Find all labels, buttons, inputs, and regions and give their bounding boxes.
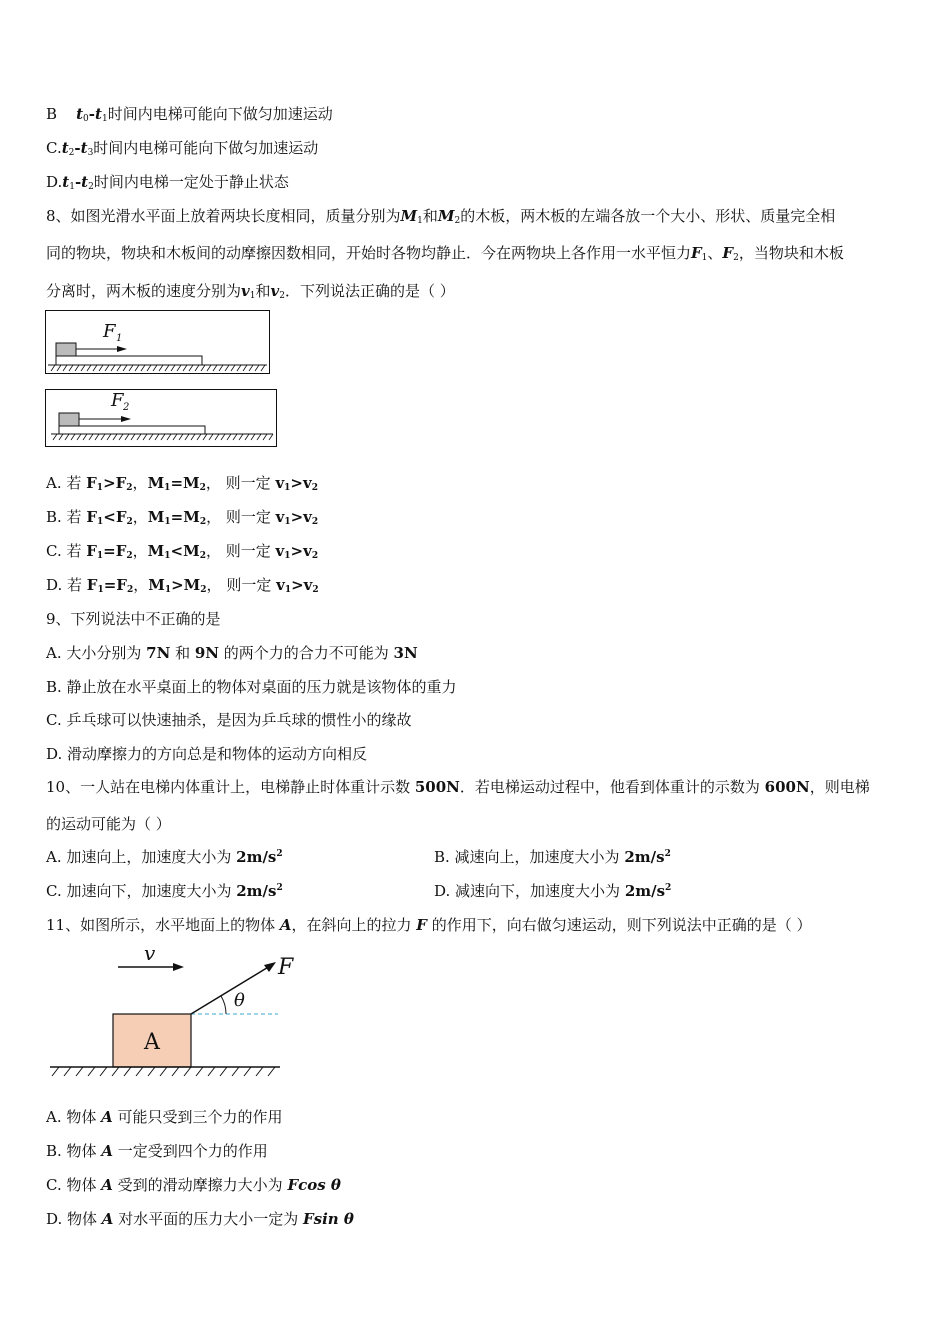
q8-option-b: B. 若 $F_1<F_2$，$M_1=M_2$， 则一定 $v_1>v_2$ (46, 508, 319, 527)
q8-option-a: A. 若 $F_1>F_2$，$M_1=M_2$， 则一定 $v_1>v_2$ (46, 474, 318, 493)
q10-stem-line2: 的运动可能为（ ） (46, 815, 171, 833)
q10-option-b: B. 减速向上，加速度大小为 $2m/s^2$ (434, 848, 671, 866)
q8-figure-1 (45, 310, 271, 374)
q8-figure-2 (45, 389, 278, 447)
velocity-label: v (144, 941, 156, 965)
board-2 (59, 426, 205, 434)
q9-option-d: D. 滑动摩擦力的方向总是和物体的运动方向相反 (46, 745, 368, 763)
f1-sub: 1 (116, 333, 123, 344)
force-arrow-icon (264, 962, 276, 972)
q11-option-a: A. 物体 A 可能只受到三个力的作用 (46, 1108, 283, 1126)
velocity-arrow-icon (173, 963, 184, 971)
q11-stem: 11、如图所示，水平地面上的物体 A，在斜向上的拉力 F 的作用下，向右做匀速运动，则下列说法中正确的是（ ） (46, 916, 812, 934)
q10-option-d: D. 减速向下，加速度大小为 $2m/s^2$ (434, 882, 672, 900)
q9-option-a: A. 大小分别为 7N 和 9N 的两个力的合力不可能为 3N (46, 644, 418, 662)
q11-option-b: B. 物体 A 一定受到四个力的作用 (46, 1142, 268, 1160)
f2-sub: 2 (123, 402, 130, 413)
q11-option-c: C. 物体 A 受到的滑动摩擦力大小为 Fcos θ (46, 1176, 341, 1194)
q8-stem-line2: 同的物块，物块和木板间的动摩擦因数相同，开始时各物均静止．今在两物块上各作用一水平恒力$F_1$、$F_2$，当物块和木板 (46, 244, 844, 263)
block-2 (59, 413, 79, 426)
q11-figure (46, 940, 294, 1080)
q9-option-c: C. 乒乓球可以快速抽杀，是因为乒乓球的惯性小的缘故 (46, 711, 412, 729)
q7-option-b: B $t_0-t_1$时间内电梯可能向下做匀加速运动 (46, 105, 333, 124)
q9-option-b: B. 静止放在水平桌面上的物体对桌面的压力就是该物体的重力 (46, 678, 457, 696)
f2-label: F (111, 390, 124, 411)
q8-option-d: D. 若 $F_1=F_2$，$M_1>M_2$， 则一定 $v_1>v_2$ (46, 576, 319, 595)
q8-stem-line1: 8、如图光滑水平面上放着两块长度相同，质量分别为$M_1$和$M_2$的木板，两木板的左端各放一个大小、形状、质量完全相 (46, 207, 836, 226)
board-1 (56, 356, 202, 365)
q11-option-d: D. 物体 A 对水平面的压力大小一定为 Fsin θ (46, 1210, 354, 1228)
q10-option-c: C. 加速向下，加速度大小为 $2m/s^2$ (46, 882, 283, 900)
q7-option-c: $C.t_2-t_3$时间内电梯可能向下做匀加速运动 (46, 139, 319, 158)
block-1 (56, 343, 76, 356)
f1-label: F (103, 321, 116, 342)
q8-option-c: C. 若 $F_1=F_2$，$M_1<M_2$， 则一定 $v_1>v_2$ (46, 542, 319, 561)
q10-stem-line1: 10、一人站在电梯内体重计上，电梯静止时体重计示数 500N．若电梯运动过程中，他看到体重计的示数为 600N，则电梯 (46, 778, 870, 796)
q10-option-a: A. 加速向上，加速度大小为 $2m/s^2$ (46, 848, 283, 866)
q7-option-d: $D.t_1-t_2$时间内电梯一定处于静止状态 (46, 173, 289, 192)
angle-label: θ (234, 990, 245, 1011)
q9-stem: 9、下列说法中不正确的是 (46, 610, 221, 628)
force-label: F (278, 955, 294, 980)
q8-stem-line3: 分离时，两木板的速度分别为$v_1$和$v_2$．下列说法正确的是（ ） (46, 282, 455, 301)
block-a-label: A (144, 1030, 160, 1055)
